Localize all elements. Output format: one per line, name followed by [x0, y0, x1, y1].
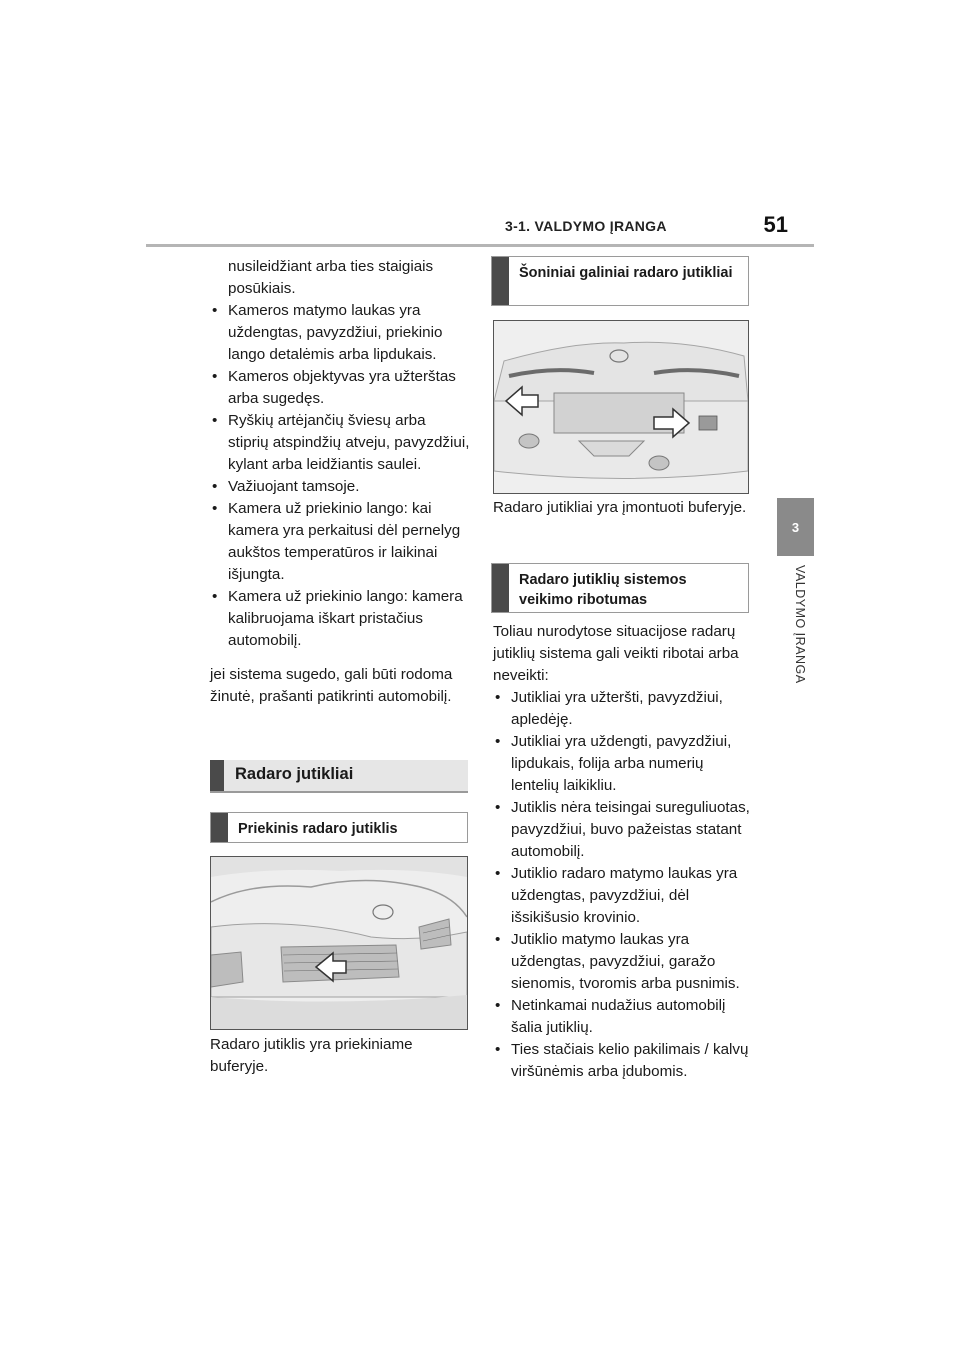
- rear-radar-figure: [493, 320, 749, 494]
- subheading-front-radar: [210, 812, 468, 843]
- caption-text: Radaro jutiklis yra priekiniame buferyje.: [210, 1036, 413, 1075]
- chapter-tab[interactable]: [777, 498, 814, 556]
- list-item: • Kameros matymo laukas yra uždengtas, pavyzdžiui, priekinio lango detalėmis arba lipdukais.: [210, 300, 470, 366]
- limitations-intro: Toliau nurodytose situacijose radarų jutiklių sistema gali veikti ribotai arba neveikti:: [493, 623, 739, 684]
- continuation-text: nusileidžiant arba ties staigiais posūkiais.: [228, 258, 434, 297]
- camera-limitations-list: [210, 300, 470, 652]
- front-bumper-illustration: [211, 857, 467, 1029]
- list-item: • Jutikliai yra užteršti, pavyzdžiui, apledėję.: [493, 687, 755, 731]
- header-rule: [146, 244, 814, 247]
- subheading-text: Šoniniai galiniai radaro jutikliai: [519, 265, 733, 281]
- list-item: • Jutikliai yra uždengti, pavyzdžiui, lipdukais, folija arba numerių lentelių laikikliu.: [493, 731, 755, 797]
- section-heading-text: Radaro jutikliai: [235, 765, 354, 783]
- caption-text: Radaro jutikliai yra įmontuoti buferyje.: [493, 499, 747, 516]
- list-item: • Netinkamai nudažius automobilį šalia jutiklių.: [493, 995, 755, 1039]
- section-heading-radar-sensors: [210, 760, 468, 793]
- error-message-paragraph: jei sistema sugedo, gali būti rodoma žinutė, prašanti patikrinti automobilį.: [210, 666, 453, 705]
- front-figure-caption: [210, 1034, 470, 1078]
- list-item: • Jutiklio matymo laukas yra uždengtas, pavyzdžiui, garažo sienomis, tvoromis arba pusnimis.: [493, 929, 755, 995]
- list-item: • Kameros objektyvas yra užterštas arba sugedęs.: [210, 366, 470, 410]
- subheading-text: Priekinis radaro jutiklis: [238, 821, 398, 837]
- list-item: • Jutiklio radaro matymo laukas yra uždengtas, pavyzdžiui, dėl išsikišusio krovinio.: [493, 863, 755, 929]
- left-column-text: [210, 256, 470, 708]
- rear-figure-caption: [493, 497, 749, 519]
- page-number: 51: [763, 212, 788, 237]
- list-item: • Kamera už priekinio lango: kamera kalibruojama iškart pristačius automobilį.: [210, 586, 470, 652]
- running-header-section: 3-1. VALDYMO ĮRANGA: [505, 218, 667, 234]
- subheading-radar-limitations: [491, 563, 749, 613]
- list-item: • Kamera už priekinio lango: kai kamera yra perkaitusi dėl pernelyg aukštos temperatūros ir laikinai išjungta.: [210, 498, 470, 586]
- list-item: • Ties stačiais kelio pakilimais / kalvų viršūnėmis arba įdubomis.: [493, 1039, 755, 1083]
- front-radar-figure: [210, 856, 468, 1030]
- chapter-tab-label: VALDYMO ĮRANGA: [793, 565, 807, 684]
- subheading-text: Radaro jutiklių sistemos veikimo ribotumas: [519, 572, 687, 608]
- chapter-tab-number: 3: [791, 519, 800, 535]
- right-column-text: [493, 621, 755, 1083]
- radar-limitations-list: [493, 687, 755, 1083]
- list-item: • Važiuojant tamsoje.: [210, 476, 470, 498]
- subheading-rear-radar: [491, 256, 749, 306]
- list-item: • Jutiklis nėra teisingai sureguliuotas, pavyzdžiui, buvo pažeistas statant automobilį.: [493, 797, 755, 863]
- list-item: • Ryškių artėjančių šviesų arba stiprių atspindžių atveju, pavyzdžiui, kylant arba leidžiantis saulei.: [210, 410, 470, 476]
- rear-bumper-illustration: [494, 321, 748, 493]
